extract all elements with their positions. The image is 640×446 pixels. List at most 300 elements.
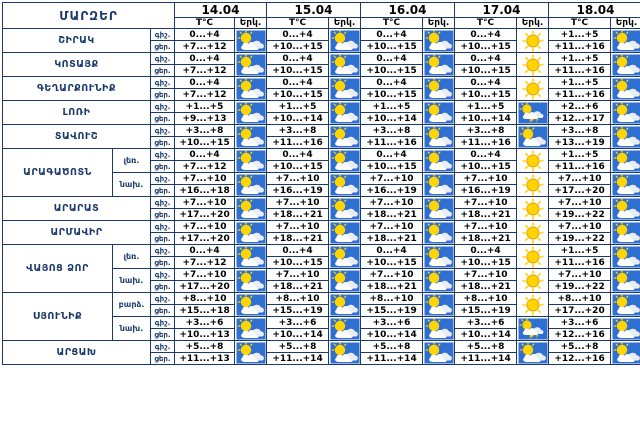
day-temp: +11...+16 xyxy=(366,137,417,148)
sun-behind-cloud-icon xyxy=(424,150,454,172)
day-night-labels xyxy=(151,293,175,317)
header-temp-0: T°C xyxy=(175,18,235,29)
temp-cell-day-4 xyxy=(455,221,517,245)
sky-icon-cell-4 xyxy=(517,125,549,149)
day-temp: +10...+14 xyxy=(366,113,417,124)
sky-icon-cell-5 xyxy=(611,245,640,269)
night-temp: 0...+4 xyxy=(175,29,234,41)
table-row xyxy=(3,197,640,221)
temp-cell-day-1 xyxy=(175,173,235,197)
header-temp-4: T°C xyxy=(549,18,611,29)
night-temp: 0...+4 xyxy=(455,29,516,41)
day-temp: +17...+20 xyxy=(179,209,230,220)
table-body xyxy=(3,29,640,365)
night-temp: +7...+10 xyxy=(175,173,234,185)
sky-icon-cell-3 xyxy=(423,149,455,173)
region-name: ԱՐՑԱԽ xyxy=(3,341,151,365)
table-row xyxy=(3,293,640,317)
temp-cell-day-1 xyxy=(175,221,235,245)
temp-cell-day-2 xyxy=(267,125,329,149)
table-row xyxy=(3,29,640,53)
temp-cell-day-4 xyxy=(455,197,517,221)
night-temp: 0...+4 xyxy=(361,53,422,65)
day-temp: +9...+13 xyxy=(182,113,227,124)
sky-icon-cell-4 xyxy=(517,317,549,341)
sky-icon-cell-1 xyxy=(235,269,267,293)
night-temp: 0...+4 xyxy=(361,245,422,257)
temp-cell-day-3 xyxy=(361,341,423,365)
day-temp: +10...+15 xyxy=(272,257,323,268)
sky-icon-cell-2 xyxy=(329,317,361,341)
day-temp: +11...+14 xyxy=(366,353,417,364)
temp-cell-day-1 xyxy=(175,293,235,317)
night-temp: +7...+10 xyxy=(361,173,422,185)
sky-icon-cell-5 xyxy=(611,221,640,245)
night-temp: +8...+10 xyxy=(175,293,234,305)
sky-icon-cell-1 xyxy=(235,173,267,197)
day-label: ցեր. xyxy=(154,354,171,363)
header-regions: ՄԱՐԶԵՐ xyxy=(3,3,175,29)
night-temp: 0...+4 xyxy=(175,53,234,65)
night-temp: 0...+4 xyxy=(267,149,328,161)
sky-icon-cell-3 xyxy=(423,269,455,293)
weather-forecast-table xyxy=(2,2,640,365)
header-date-4: 18.04 xyxy=(549,3,640,18)
table-row xyxy=(3,221,640,245)
temp-cell-day-1 xyxy=(175,245,235,269)
sky-icon-cell-1 xyxy=(235,197,267,221)
sun-behind-cloud-icon xyxy=(612,270,640,292)
night-temp: +5...+8 xyxy=(455,341,516,353)
region-subzone: նախ. xyxy=(113,317,151,341)
day-night-labels xyxy=(151,125,175,149)
night-temp: +1...+5 xyxy=(549,245,610,257)
day-temp: +10...+14 xyxy=(460,329,511,340)
sky-icon-cell-3 xyxy=(423,125,455,149)
night-temp: +3...+8 xyxy=(267,125,328,137)
night-temp: +2...+6 xyxy=(549,101,610,113)
night-temp: +1...+5 xyxy=(267,101,328,113)
region-name: ՍՅՈՒՆԻՔ xyxy=(3,293,113,341)
region-name: ԱՐԱՐԱՏ xyxy=(3,197,151,221)
day-temp: +18...+21 xyxy=(272,209,323,220)
sun-icon xyxy=(520,270,546,292)
sun-behind-cloud-icon xyxy=(612,54,640,76)
night-temp: +1...+5 xyxy=(549,149,610,161)
sun-behind-cloud-icon xyxy=(424,78,454,100)
day-temp: +10...+14 xyxy=(366,329,417,340)
sky-icon-cell-5 xyxy=(611,269,640,293)
night-temp: 0...+4 xyxy=(361,149,422,161)
sun-behind-cloud-icon xyxy=(424,246,454,268)
sun-behind-cloud-icon xyxy=(330,30,360,52)
night-label: գիշ. xyxy=(151,293,174,305)
sky-icon-cell-4 xyxy=(517,53,549,77)
sun-icon xyxy=(520,150,546,172)
sky-icon-cell-5 xyxy=(611,173,640,197)
header-sky-4: Երկ. xyxy=(611,18,640,29)
header-sky-3: Երկ. xyxy=(517,18,549,29)
day-temp: +11...+16 xyxy=(554,257,605,268)
temp-cell-day-1 xyxy=(175,101,235,125)
day-temp: +7...+12 xyxy=(182,89,227,100)
sun-icon xyxy=(520,78,546,100)
table-row xyxy=(3,53,640,77)
day-temp: +10...+14 xyxy=(460,113,511,124)
night-temp: +1...+5 xyxy=(455,101,516,113)
table-row xyxy=(3,341,640,365)
temp-cell-day-4 xyxy=(455,149,517,173)
sky-icon-cell-1 xyxy=(235,29,267,53)
night-temp: 0...+4 xyxy=(175,77,234,89)
day-temp: +10...+15 xyxy=(366,89,417,100)
temp-cell-day-2 xyxy=(267,221,329,245)
sun-behind-cloud-icon xyxy=(424,54,454,76)
sky-icon-cell-4 xyxy=(517,149,549,173)
header-sky-0: Երկ. xyxy=(235,18,267,29)
day-night-labels xyxy=(151,29,175,53)
temp-cell-day-4 xyxy=(455,341,517,365)
sun-cloud-lightning-icon xyxy=(518,102,548,124)
temp-cell-day-1 xyxy=(175,197,235,221)
day-label: ցեր. xyxy=(154,138,171,147)
temp-cell-day-3 xyxy=(361,197,423,221)
day-temp: +10...+15 xyxy=(460,41,511,52)
night-label: գիշ. xyxy=(151,29,174,41)
temp-cell-day-5 xyxy=(549,341,611,365)
temp-cell-day-2 xyxy=(267,173,329,197)
sun-behind-cloud-icon xyxy=(236,342,266,364)
sky-icon-cell-3 xyxy=(423,77,455,101)
day-label: ցեր. xyxy=(154,90,171,99)
day-night-labels xyxy=(151,317,175,341)
temp-cell-day-3 xyxy=(361,221,423,245)
sun-behind-cloud-icon xyxy=(236,174,266,196)
day-temp: +10...+13 xyxy=(179,329,230,340)
sky-icon-cell-2 xyxy=(329,173,361,197)
temp-cell-day-2 xyxy=(267,197,329,221)
table-header-row xyxy=(3,3,640,18)
temp-cell-day-5 xyxy=(549,197,611,221)
temp-cell-day-5 xyxy=(549,149,611,173)
day-temp: +11...+16 xyxy=(460,137,511,148)
night-label: գիշ. xyxy=(151,197,174,209)
sun-behind-cloud-icon xyxy=(330,318,360,340)
day-temp: +16...+18 xyxy=(179,185,230,196)
night-label: գիշ. xyxy=(151,53,174,65)
sky-icon-cell-3 xyxy=(423,173,455,197)
region-name: ԱՐՄԱՎԻՐ xyxy=(3,221,151,245)
day-temp: +17...+20 xyxy=(179,233,230,244)
sky-icon-cell-4 xyxy=(517,197,549,221)
night-temp: +3...+6 xyxy=(361,317,422,329)
day-label: ցեր. xyxy=(154,258,171,267)
region-subzone: լեռ. xyxy=(113,245,151,269)
sky-icon-cell-5 xyxy=(611,53,640,77)
sky-icon-cell-4 xyxy=(517,173,549,197)
night-temp: 0...+4 xyxy=(455,53,516,65)
temp-cell-day-5 xyxy=(549,53,611,77)
sun-behind-cloud-icon xyxy=(612,102,640,124)
sun-icon xyxy=(520,174,546,196)
day-temp: +11...+16 xyxy=(272,137,323,148)
table-row xyxy=(3,125,640,149)
day-night-labels xyxy=(151,173,175,197)
day-temp: +10...+15 xyxy=(460,89,511,100)
sun-behind-cloud-icon xyxy=(612,198,640,220)
night-label: գիշ. xyxy=(151,149,174,161)
sun-behind-cloud-icon xyxy=(236,198,266,220)
sky-icon-cell-1 xyxy=(235,125,267,149)
night-label: գիշ. xyxy=(151,101,174,113)
night-temp: 0...+4 xyxy=(455,77,516,89)
sky-icon-cell-2 xyxy=(329,269,361,293)
day-temp: +10...+15 xyxy=(366,65,417,76)
sky-icon-cell-2 xyxy=(329,221,361,245)
day-temp: +11...+14 xyxy=(460,353,511,364)
day-temp: +18...+21 xyxy=(460,281,511,292)
sun-behind-cloud-icon xyxy=(612,318,640,340)
sky-icon-cell-4 xyxy=(517,29,549,53)
sun-behind-cloud-icon xyxy=(424,270,454,292)
day-temp: +10...+15 xyxy=(272,89,323,100)
temp-cell-day-2 xyxy=(267,77,329,101)
day-temp: +7...+12 xyxy=(182,161,227,172)
temp-cell-day-2 xyxy=(267,317,329,341)
day-temp: +7...+12 xyxy=(182,65,227,76)
night-temp: +5...+8 xyxy=(267,341,328,353)
day-temp: +11...+16 xyxy=(554,41,605,52)
day-temp: +10...+14 xyxy=(272,329,323,340)
night-temp: +8...+10 xyxy=(549,293,610,305)
day-label: ցեր. xyxy=(154,282,171,291)
temp-cell-day-5 xyxy=(549,173,611,197)
day-temp: +10...+15 xyxy=(179,137,230,148)
night-temp: +7...+10 xyxy=(455,197,516,209)
temp-cell-day-1 xyxy=(175,53,235,77)
night-temp: +7...+10 xyxy=(361,197,422,209)
day-temp: +16...+19 xyxy=(460,185,511,196)
sun-behind-cloud-icon xyxy=(330,198,360,220)
sun-behind-cloud-icon xyxy=(236,318,266,340)
night-temp: +7...+10 xyxy=(267,221,328,233)
day-temp: +19...+22 xyxy=(554,233,605,244)
temp-cell-day-5 xyxy=(549,317,611,341)
temp-cell-day-1 xyxy=(175,269,235,293)
temp-cell-day-2 xyxy=(267,101,329,125)
night-temp: 0...+4 xyxy=(175,149,234,161)
table-row xyxy=(3,77,640,101)
sky-icon-cell-5 xyxy=(611,29,640,53)
temp-cell-day-5 xyxy=(549,269,611,293)
temp-cell-day-5 xyxy=(549,125,611,149)
day-temp: +13...+19 xyxy=(554,137,605,148)
day-label: ցեր. xyxy=(154,234,171,243)
sky-icon-cell-2 xyxy=(329,293,361,317)
sun-icon xyxy=(520,198,546,220)
night-temp: +3...+6 xyxy=(455,317,516,329)
sun-behind-cloud-icon xyxy=(612,222,640,244)
day-night-labels xyxy=(151,197,175,221)
night-temp: +3...+8 xyxy=(361,125,422,137)
region-name: ՇԻՐԱԿ xyxy=(3,29,151,53)
night-temp: +3...+6 xyxy=(549,317,610,329)
region-name: ԼՈՌԻ xyxy=(3,101,151,125)
night-temp: +5...+8 xyxy=(549,341,610,353)
day-temp: +10...+14 xyxy=(272,113,323,124)
temp-cell-day-4 xyxy=(455,125,517,149)
day-temp: +10...+15 xyxy=(366,41,417,52)
sun-behind-cloud-icon xyxy=(330,150,360,172)
day-temp: +18...+21 xyxy=(366,233,417,244)
temp-cell-day-4 xyxy=(455,293,517,317)
night-temp: +7...+10 xyxy=(175,197,234,209)
header-temp-2: T°C xyxy=(361,18,423,29)
temp-cell-day-4 xyxy=(455,173,517,197)
night-temp: 0...+4 xyxy=(267,29,328,41)
day-label: ցեր. xyxy=(154,210,171,219)
night-label: գիշ. xyxy=(151,221,174,233)
day-night-labels xyxy=(151,149,175,173)
day-label: ցեր. xyxy=(154,330,171,339)
region-name: ԳԵՂԱՐՔՈՒՆԻՔ xyxy=(3,77,151,101)
day-label: ցեր. xyxy=(154,186,171,195)
temp-cell-day-2 xyxy=(267,269,329,293)
sun-behind-cloud-icon xyxy=(424,342,454,364)
sun-behind-cloud-icon xyxy=(236,78,266,100)
sun-icon xyxy=(520,30,546,52)
sun-behind-cloud-icon xyxy=(236,30,266,52)
night-temp: +7...+10 xyxy=(175,221,234,233)
day-temp: +12...+16 xyxy=(554,329,605,340)
night-temp: 0...+4 xyxy=(267,245,328,257)
region-name: ԱՐԱԳԱԾՈՏՆ xyxy=(3,149,113,197)
night-temp: 0...+4 xyxy=(455,245,516,257)
temp-cell-day-4 xyxy=(455,29,517,53)
sun-behind-cloud-icon xyxy=(236,270,266,292)
sky-icon-cell-2 xyxy=(329,197,361,221)
night-temp: +7...+10 xyxy=(361,269,422,281)
day-label: ցեր. xyxy=(154,306,171,315)
header-temp-1: T°C xyxy=(267,18,329,29)
night-temp: 0...+4 xyxy=(267,77,328,89)
sun-behind-cloud-icon xyxy=(612,174,640,196)
temp-cell-day-3 xyxy=(361,101,423,125)
day-temp: +17...+20 xyxy=(554,185,605,196)
sky-icon-cell-2 xyxy=(329,341,361,365)
table-row xyxy=(3,101,640,125)
sky-icon-cell-3 xyxy=(423,317,455,341)
temp-cell-day-5 xyxy=(549,221,611,245)
day-temp: +10...+15 xyxy=(460,257,511,268)
temp-cell-day-1 xyxy=(175,29,235,53)
sky-icon-cell-5 xyxy=(611,317,640,341)
sun-behind-cloud-icon xyxy=(612,78,640,100)
sky-icon-cell-2 xyxy=(329,29,361,53)
sky-icon-cell-4 xyxy=(517,77,549,101)
temp-cell-day-3 xyxy=(361,125,423,149)
night-temp: +7...+10 xyxy=(267,173,328,185)
sky-icon-cell-5 xyxy=(611,197,640,221)
day-temp: +18...+21 xyxy=(460,209,511,220)
temp-cell-day-5 xyxy=(549,293,611,317)
day-temp: +11...+16 xyxy=(554,65,605,76)
sun-behind-cloud-icon xyxy=(330,78,360,100)
night-temp: +1...+5 xyxy=(549,53,610,65)
day-temp: +15...+18 xyxy=(179,305,230,316)
temp-cell-day-2 xyxy=(267,29,329,53)
sky-icon-cell-5 xyxy=(611,149,640,173)
day-temp: +18...+21 xyxy=(272,281,323,292)
sky-icon-cell-5 xyxy=(611,125,640,149)
day-label: ցեր. xyxy=(154,42,171,51)
sky-icon-cell-3 xyxy=(423,29,455,53)
temp-cell-day-1 xyxy=(175,125,235,149)
temp-cell-day-3 xyxy=(361,245,423,269)
night-temp: +3...+8 xyxy=(549,125,610,137)
day-label: ցեր. xyxy=(154,114,171,123)
day-temp: +16...+19 xyxy=(366,185,417,196)
night-temp: +3...+8 xyxy=(455,125,516,137)
sun-behind-cloud-icon xyxy=(330,54,360,76)
sun-behind-cloud-icon xyxy=(330,102,360,124)
night-temp: +3...+8 xyxy=(175,125,234,137)
sun-behind-cloud-icon xyxy=(612,246,640,268)
day-temp: +7...+12 xyxy=(182,257,227,268)
temp-cell-day-5 xyxy=(549,29,611,53)
region-subzone: լեռ. xyxy=(113,149,151,173)
night-temp: +7...+10 xyxy=(267,197,328,209)
sun-icon xyxy=(520,54,546,76)
temp-cell-day-1 xyxy=(175,77,235,101)
table-row xyxy=(3,245,640,269)
temp-cell-day-3 xyxy=(361,77,423,101)
sun-behind-cloud-icon xyxy=(236,150,266,172)
day-night-labels xyxy=(151,221,175,245)
sun-behind-cloud-icon xyxy=(236,246,266,268)
day-night-labels xyxy=(151,101,175,125)
night-label: գիշ. xyxy=(151,269,174,281)
day-night-labels xyxy=(151,77,175,101)
sun-icon xyxy=(520,246,546,268)
day-temp: +10...+15 xyxy=(272,65,323,76)
day-temp: +17...+20 xyxy=(554,305,605,316)
night-temp: +7...+10 xyxy=(549,197,610,209)
day-temp: +11...+16 xyxy=(554,161,605,172)
sky-icon-cell-1 xyxy=(235,101,267,125)
sun-behind-cloud-icon xyxy=(612,294,640,316)
day-temp: +10...+15 xyxy=(460,65,511,76)
temp-cell-day-5 xyxy=(549,77,611,101)
sky-icon-cell-2 xyxy=(329,53,361,77)
day-temp: +11...+16 xyxy=(554,89,605,100)
table-row xyxy=(3,149,640,173)
temp-cell-day-2 xyxy=(267,341,329,365)
day-night-labels xyxy=(151,53,175,77)
sun-behind-cloud-icon xyxy=(424,318,454,340)
sun-behind-cloud-icon xyxy=(236,294,266,316)
sun-behind-cloud-icon xyxy=(236,102,266,124)
night-temp: 0...+4 xyxy=(267,53,328,65)
night-temp: +7...+10 xyxy=(549,221,610,233)
header-sky-1: Երկ. xyxy=(329,18,361,29)
day-temp: +10...+15 xyxy=(460,161,511,172)
night-temp: +1...+5 xyxy=(549,29,610,41)
night-temp: 0...+4 xyxy=(361,77,422,89)
night-label: գիշ. xyxy=(151,125,174,137)
sky-icon-cell-4 xyxy=(517,293,549,317)
sun-behind-cloud-icon xyxy=(424,174,454,196)
